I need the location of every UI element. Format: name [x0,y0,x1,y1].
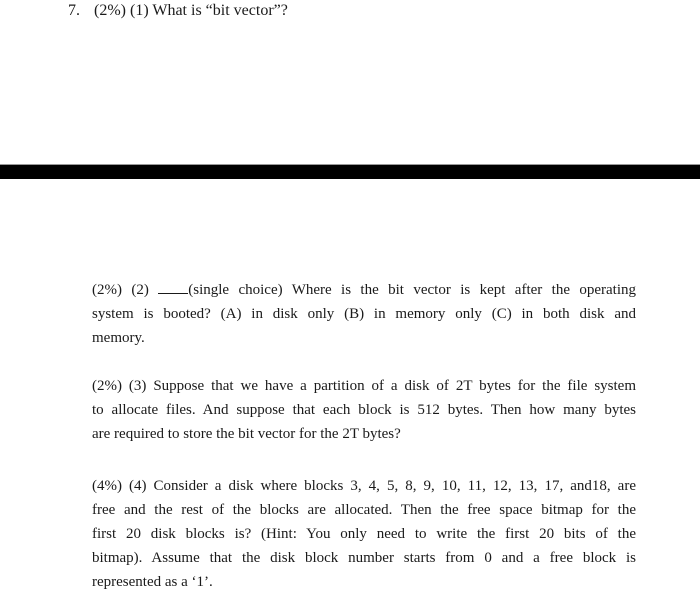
part-4-line: first 20 disk blocks is? (Hint: You only need to write the first 20 bits of the [92,526,636,542]
part-3-line: (2%) (3) Suppose that we have a partition of a disk of 2T bytes for the file system [92,378,636,394]
part-2-line: (single choice) Where is the bit vector is kept after the operating [188,282,637,298]
part-2-line: memory. [92,330,145,346]
question-part-3 [92,374,636,446]
part-2-prefix: (2%) (2) [92,282,149,298]
part-2-line: system is booted? (A) in disk only (B) in memory only (C) in both disk and [92,306,636,322]
question-7-part-1 [68,2,288,20]
part-4-line: bitmap). Assume that the disk block number starts from 0 and a free block is [92,550,636,566]
question-part-2 [92,278,636,350]
part-4-line: free and the rest of the blocks are allocated. Then the free space bitmap for the [92,502,636,518]
part-3-line: are required to store the bit vector for the 2T bytes? [92,426,401,442]
part-4-line: (4%) (4) Consider a disk where blocks 3, 4, 5, 8, 9, 10, 11, 12, 13, 17, and18, are [92,478,636,494]
question-number: 7. [68,2,80,19]
part-3-line: to allocate files. And suppose that each block is 512 bytes. Then how many bytes [92,402,636,418]
question-title: (2%) (1) What is “bit vector”? [94,2,288,19]
black-divider-bar [0,164,700,179]
question-part-4 [92,474,636,594]
answer-blank [158,281,188,294]
part-4-line: represented as a ‘1’. [92,574,213,590]
